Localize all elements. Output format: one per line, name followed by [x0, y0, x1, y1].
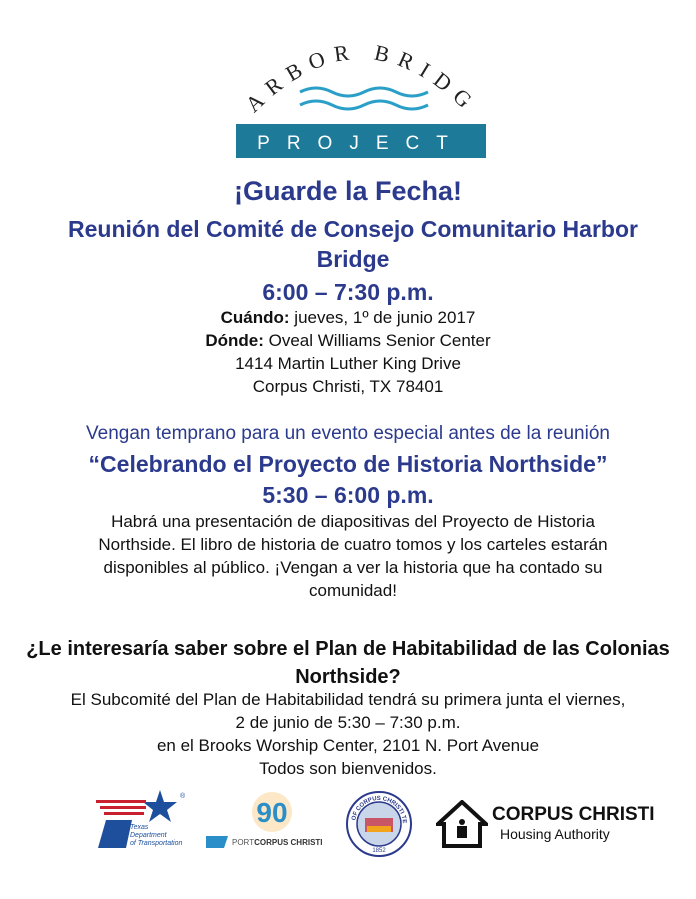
logo-band-text: PROJECT	[257, 133, 465, 154]
housing-line-1: CORPUS CHRISTI	[492, 804, 655, 825]
meeting-title: Reunión del Comité de Consejo Comunitario Harbor Bridge	[68, 216, 638, 272]
event-name: “Celebrando el Proyecto de Historia Northside”	[88, 451, 608, 477]
port-name: CORPUS CHRISTI	[254, 838, 323, 847]
housing-line-2: Housing Authority	[500, 826, 610, 842]
port-corpus-christi-logo	[204, 790, 346, 854]
when-value: jueves, 1º de junio 2017	[289, 308, 476, 327]
address-line-1: 1414 Martin Luther King Drive	[235, 354, 461, 373]
meeting-details	[0, 306, 696, 398]
city-seal-year: 1852	[372, 848, 386, 854]
txdot-line-2: Department	[130, 832, 167, 839]
where-label: Dónde:	[205, 331, 264, 350]
house-icon	[436, 800, 488, 848]
plan-line-2: 2 de junio de 5:30 – 7:30 p.m.	[235, 713, 461, 732]
event-description: Habrá una presentación de diapositivas del Proyecto de Historia Northside. El libro de historia de cuatro tomos y los carteles estarán disponibles al público. ¡Vengan a ver la historia que ha contado su comunidad!	[98, 512, 608, 600]
housing-authority-logo	[436, 800, 655, 848]
city-seal-logo	[345, 790, 413, 858]
harbor-bridge-project-logo	[232, 30, 490, 160]
where-value: Oveal Williams Senior Center	[263, 331, 491, 350]
where-line	[0, 329, 696, 352]
plan-line-4: Todos son bienvenidos.	[259, 759, 437, 778]
txdot-line-1: Texas	[130, 824, 149, 831]
when-line	[0, 306, 696, 329]
event-time: 5:30 – 6:00 p.m.	[262, 482, 434, 508]
plan-question: ¿Le interesaría saber sobre el Plan de Habitabilidad de las Colonias Northside?	[26, 638, 670, 688]
address-line-2: Corpus Christi, TX 78401	[252, 377, 444, 396]
city-seal-text: OF CORPUS CHRISTI TE	[351, 795, 408, 824]
plan-line-3: en el Brooks Worship Center, 2101 N. Port Avenue	[156, 736, 540, 755]
port-badge: 90	[256, 797, 288, 828]
logo-arch-text: ARBOR BRIDG	[240, 38, 484, 119]
plan-details	[20, 688, 676, 780]
when-label: Cuándo:	[220, 308, 290, 327]
plan-line-1: El Subcomité del Plan de Habitabilidad tendrá su primera junta el viernes,	[70, 690, 626, 709]
txdot-line-3: of Transportation	[130, 840, 183, 847]
event-intro: Vengan temprano para un evento especial antes de la reunión	[86, 423, 610, 444]
page-title: ¡Guarde la Fecha!	[233, 176, 463, 206]
meeting-time: 6:00 – 7:30 p.m.	[262, 279, 434, 305]
txdot-logo	[92, 786, 188, 852]
svg-text:®: ®	[180, 793, 186, 800]
svg-text:HARBOR BRIDGE	[232, 30, 483, 119]
port-prefix: PORT	[232, 838, 255, 847]
